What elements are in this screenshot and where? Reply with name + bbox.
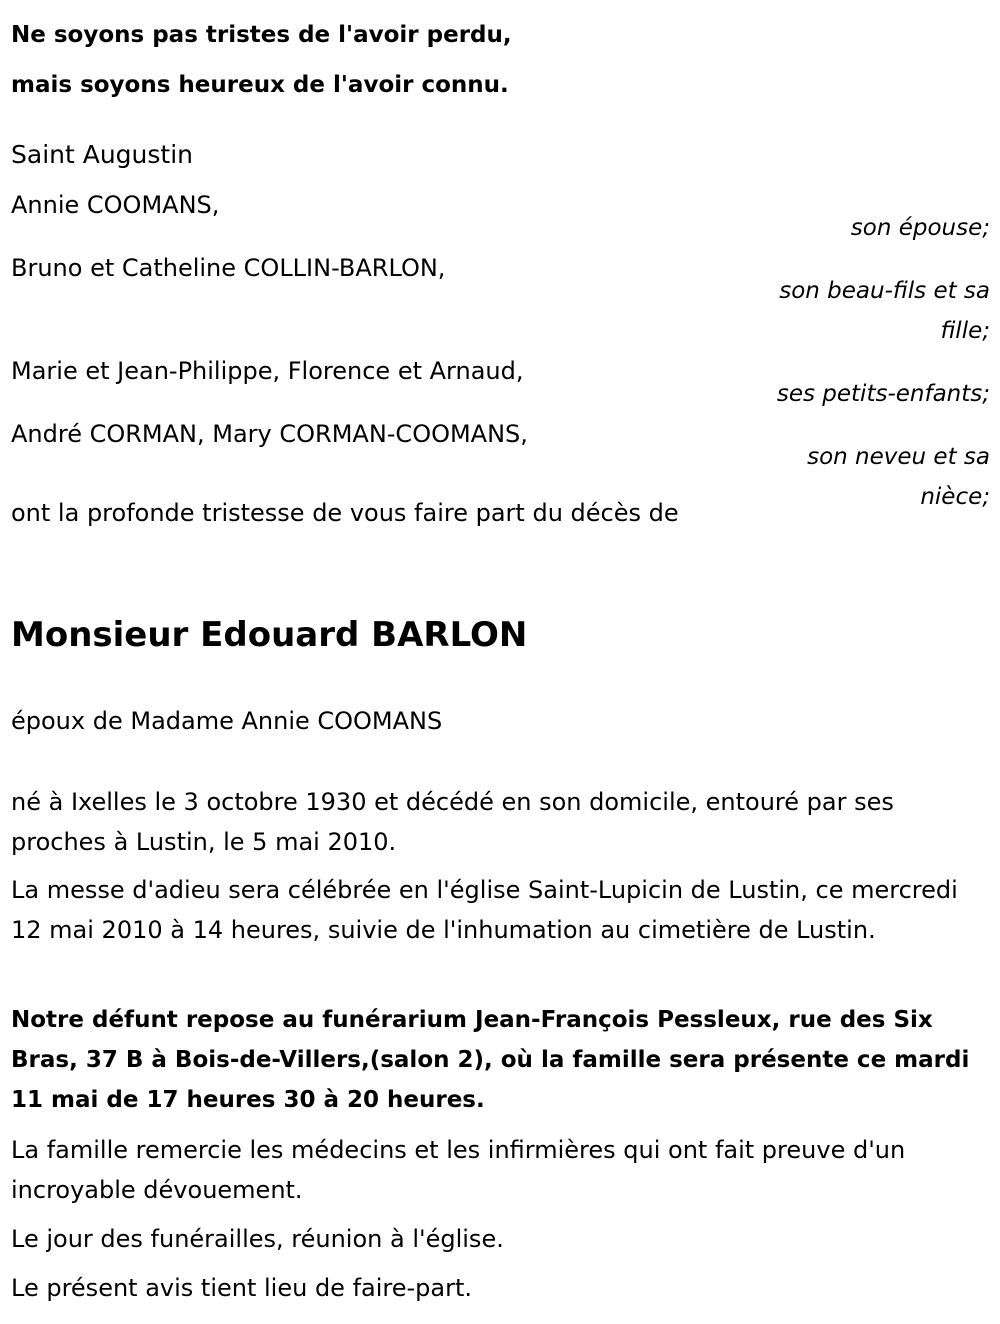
mass-paragraph: La messe d'adieu sera célébrée en l'église Saint-Lupicin de Lustin, ce mercredi 12 mai 2010 à 14 heures, suivie de l'inhumation au cimetière de Lustin. [11, 876, 958, 944]
deceased-name: Monsieur Edouard BARLON [11, 615, 528, 655]
mourner-name-2: Bruno et Catheline COLLIN-BARLON, [11, 254, 446, 282]
birth-death-paragraph: né à Ixelles le 3 octobre 1930 et décédé en son domicile, entouré par ses proches à Lustin, le 5 mai 2010. [11, 788, 894, 856]
quote-line-2: mais soyons heureux de l'avoir connu. [11, 72, 509, 98]
mourner-role-1: son épouse; [850, 215, 990, 241]
mourner-name-4: André CORMAN, Mary CORMAN-COOMANS, [11, 420, 528, 448]
notice-paragraph: Le présent avis tient lieu de faire-part. [11, 1274, 473, 1302]
mourner-name-1: Annie COOMANS, [11, 191, 220, 219]
mourner-role-4: son neveu et sa nièce; [807, 444, 990, 510]
quote-line-1: Ne soyons pas tristes de l'avoir perdu, [11, 22, 512, 48]
quote-author: Saint Augustin [11, 140, 194, 169]
mourner-name-3: Marie et Jean-Philippe, Florence et Arnaud, [11, 357, 524, 385]
spouse-line: époux de Madame Annie COOMANS [11, 707, 443, 735]
gathering-paragraph: Le jour des funérailles, réunion à l'église. [11, 1225, 504, 1253]
funerarium-paragraph: Notre défunt repose au funérarium Jean-François Pessleux, rue des Six Bras, 37 B à Bois-de-Villers,(salon 2), où la famille sera présente ce mardi 11 mai de 17 heures 30 à 20 heures. [11, 1007, 970, 1113]
mourner-role-3: ses petits-enfants; [776, 381, 990, 407]
epigraph-quote [11, 10, 991, 110]
thanks-paragraph: La famille remercie les médecins et les infirmières qui ont fait preuve d'un incroyable dévouement. [11, 1136, 906, 1204]
announcement-text: ont la profonde tristesse de vous faire part du décès de [11, 499, 679, 527]
mourner-role-2: son beau-fils et sa fille; [779, 278, 990, 344]
